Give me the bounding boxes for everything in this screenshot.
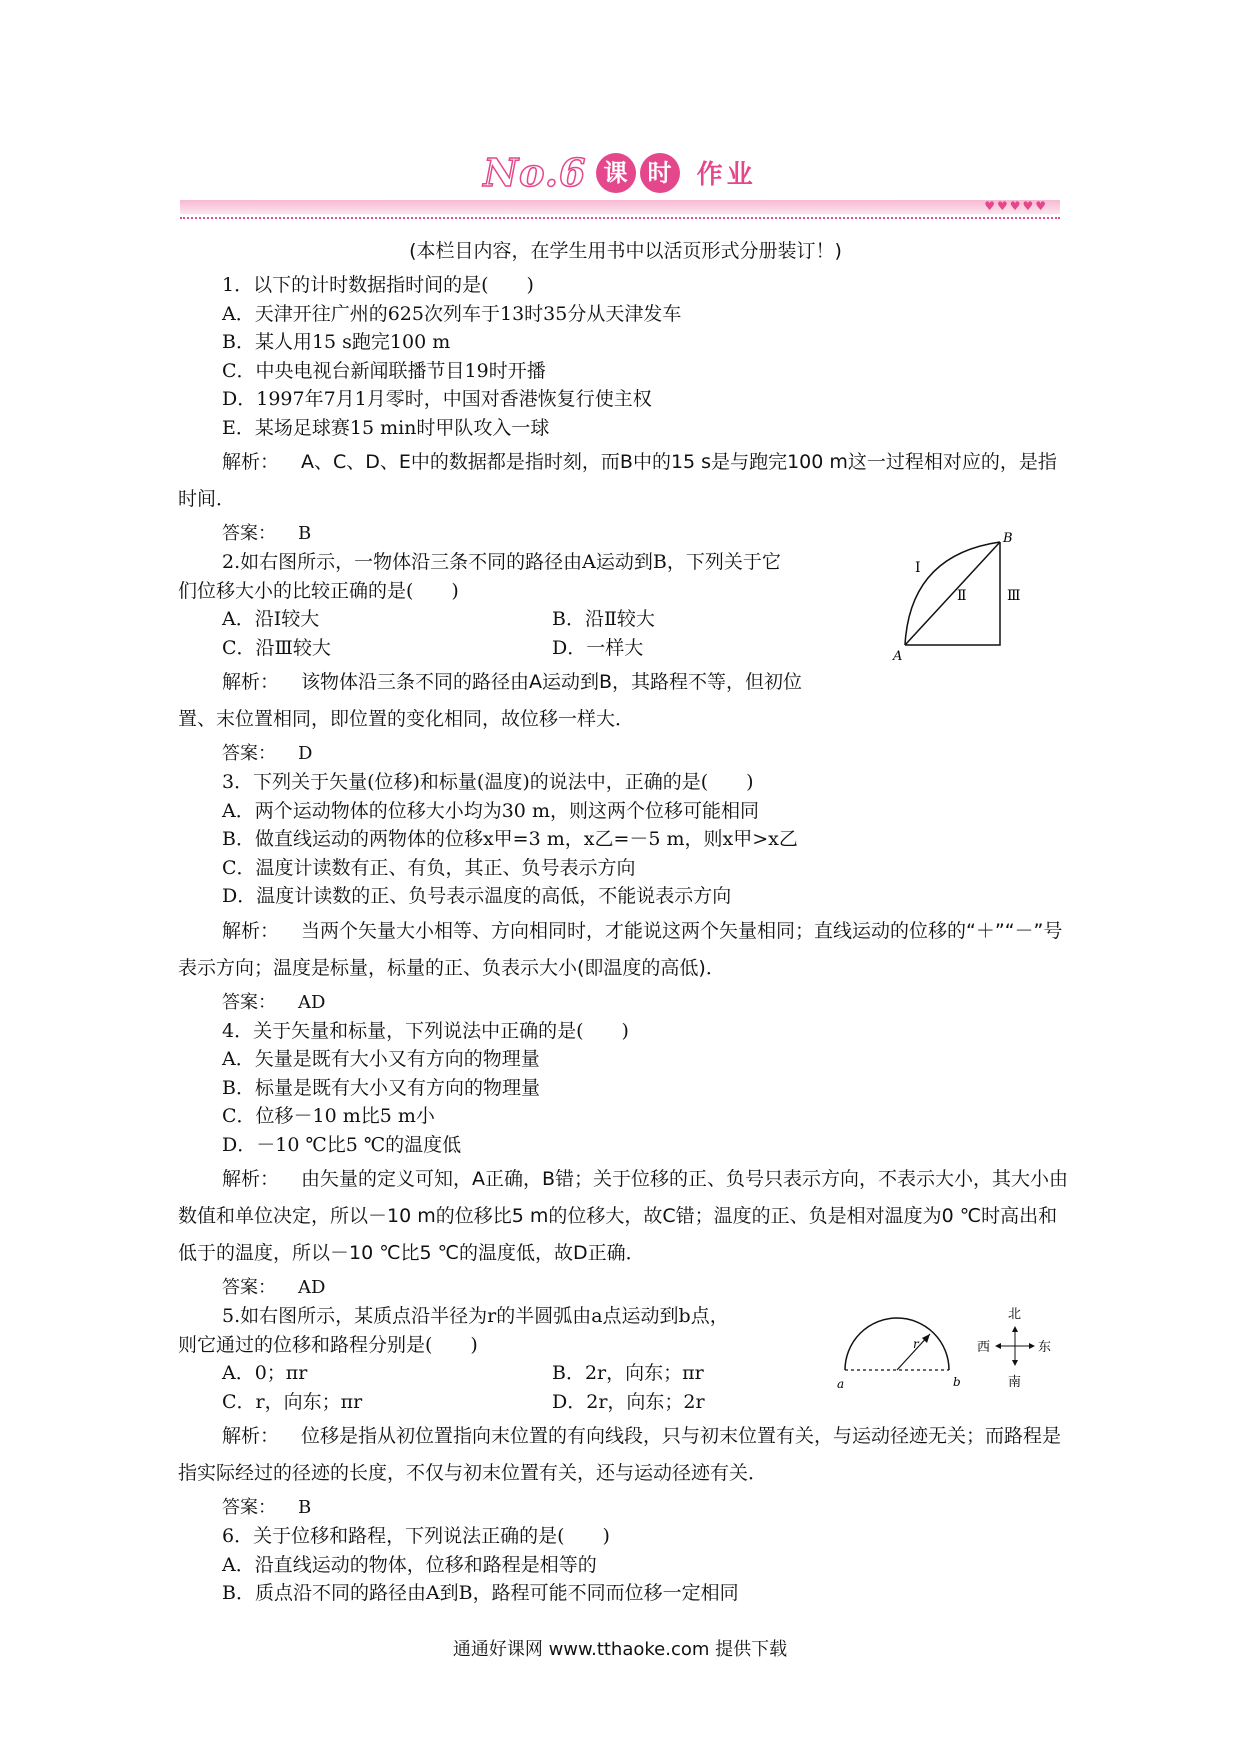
analysis-label: 解析： [222,919,280,942]
point-a-label: a [837,1377,845,1391]
worksheet-content [178,232,1073,1608]
option: D．2r，向东；2r [552,1390,705,1413]
question-stem: 3．下列关于矢量(位移)和标量(温度)的说法中，正确的是( ) [222,771,754,793]
semicircle-arc [845,1318,949,1370]
heart-decoration-icon: ♥♥♥♥♥ [984,199,1048,213]
answer-label: 答案： [222,743,276,764]
answer-value: D [298,743,313,764]
answer [178,989,1073,1017]
answer-label: 答案： [222,1497,276,1518]
paths-diagram [885,530,1025,665]
answer-label: 答案： [222,991,276,1013]
answer-value: B [298,1497,312,1518]
answer-value: B [298,523,312,544]
compass-east: 东 [1038,1340,1052,1355]
option: D．1997年7月1月零时，中国对香港恢复行使主权 [222,388,652,410]
option: A．两个运动物体的位移大小均为30 m，则这两个位移可能相同 [222,799,759,822]
analysis-text: 该物体沿三条不同的路径由A运动到B，其路程不等，但初位置、末位置相同，即位置的变化相同，故位移一样大． [178,671,803,730]
shi-badge: 时 [640,153,680,193]
analysis-label: 解析： [222,1425,280,1447]
analysis [178,664,1073,738]
point-b-label: b [953,1375,961,1389]
lesson-number: No.6 [483,150,587,195]
option: D．－10 ℃比5 ℃的温度低 [222,1133,462,1156]
path-three-label: Ⅲ [1007,588,1021,604]
question-stem: 4．关于矢量和标量，下列说法中正确的是( ) [222,1019,629,1042]
question-1 [178,271,1073,548]
path-two-label: Ⅱ [957,588,967,604]
option: B．2r，向东；πr [552,1362,704,1384]
analysis [178,444,1073,518]
question-3 [178,768,1073,1017]
option: C．中央电视台新闻联播节目19时开播 [222,359,546,382]
question-stem: 1．以下的计时数据指时间的是( ) [222,274,534,296]
option: B．沿Ⅱ较大 [552,608,655,630]
answer [178,1274,1073,1302]
analysis-label: 解析： [222,671,280,693]
point-a-label: A [893,649,903,664]
answer-label: 答案： [222,1277,276,1298]
analysis [178,913,1073,987]
answer [178,740,1073,768]
ke-badge: 课 [596,153,636,193]
option: B．某人用15 s跑完100 m [222,331,451,353]
compass-rose-icon [995,1326,1035,1366]
option: A．沿直线运动的物体，位移和路程是相等的 [222,1553,597,1576]
analysis-text: 当两个矢量大小相等、方向相同时，才能说这两个矢量相同；直线运动的位移的“＋”“－”号表示方向；温度是标量，标量的正、负表示大小(即温度的高低)． [178,919,1063,979]
answer-value: AD [298,1277,326,1298]
page-header [180,150,1060,220]
compass-south: 南 [1008,1375,1022,1390]
analysis-text: 由矢量的定义可知，A正确，B错；关于位移的正、负号只表示方向，不表示大小，其大小由数值和单位决定，所以－10 m的位移比5 m的位移大，故C错；温度的正、负是相对温度为0 ℃时高出和低于的温度，所以－10 ℃比5 ℃的温度低，故D正确． [178,1168,1069,1264]
page-footer: 通通好课网 www.tthaoke.com 提供下载 [452,1639,788,1660]
analysis-text: 位移是指从初位置指向末位置的有向线段，只与初末位置有关，与运动径迹无关；而路程是指实际经过的径迹的长度，不仅与初末位置有关，还与运动径迹有关． [178,1425,1062,1484]
path-one-label: Ⅰ [915,560,921,576]
zuoye-label: 作业 [696,160,757,190]
answer [178,1494,1073,1522]
radius-label: r [913,1337,919,1351]
analysis-label: 解析： [222,451,280,473]
option: A．0；πr [222,1362,308,1384]
analysis-text: A、C、D、E中的数据都是指时刻，而B中的15 s是与跑完100 m这一过程相对应的，是指时间． [178,451,1057,510]
question-stem-line: 们位移大小的比较正确的是( ) [178,579,459,602]
semicircle-diagram [825,1300,1060,1400]
point-b-label: B [1003,531,1013,546]
option: A．天津开往广州的625次列车于13时35分从天津发车 [222,302,682,325]
header-dotted-rule [180,217,1060,219]
question-6 [178,1522,1073,1608]
option: C．温度计读数有正、有负，其正、负号表示方向 [222,856,636,879]
answer-value: AD [298,991,326,1013]
option: B．标量是既有大小又有方向的物理量 [222,1076,540,1099]
option: C．沿Ⅲ较大 [222,636,331,659]
compass-west: 西 [977,1340,991,1355]
answer-label: 答案： [222,523,276,544]
option: B．做直线运动的两物体的位移x甲=3 m，x乙=－5 m，则x甲>x乙 [222,828,798,850]
option: D．温度计读数的正、负号表示温度的高低，不能说表示方向 [222,885,732,907]
analysis [178,1161,1073,1272]
option: C．位移－10 m比5 m小 [222,1105,435,1127]
option: A．沿Ⅰ较大 [222,608,320,630]
compass-north: 北 [1008,1307,1022,1322]
option: D．一样大 [552,636,644,659]
option: C．r，向东；πr [222,1390,363,1413]
analysis [178,1418,1073,1492]
question-stem-line: 2.如右图所示，一物体沿三条不同的路径由A运动到B，下列关于它 [222,551,781,573]
banner-title [180,150,1060,195]
question-4 [178,1017,1073,1303]
analysis-label: 解析： [222,1168,280,1190]
header-band [180,200,1060,214]
option: A．矢量是既有大小又有方向的物理量 [222,1048,540,1070]
binding-note: (本栏目内容，在学生用书中以活页形式分册装订！) [409,240,842,262]
question-stem: 6．关于位移和路程，下列说法正确的是( ) [222,1525,610,1547]
question-stem-line: 则它通过的位移和路程分别是( ) [178,1333,478,1356]
option: B．质点沿不同的路径由A到B，路程可能不同而位移一定相同 [222,1582,739,1604]
option: E．某场足球赛15 min时甲队攻入一球 [222,416,550,439]
question-stem-line: 5.如右图所示，某质点沿半径为r的半圆弧由a点运动到b点， [222,1305,729,1327]
